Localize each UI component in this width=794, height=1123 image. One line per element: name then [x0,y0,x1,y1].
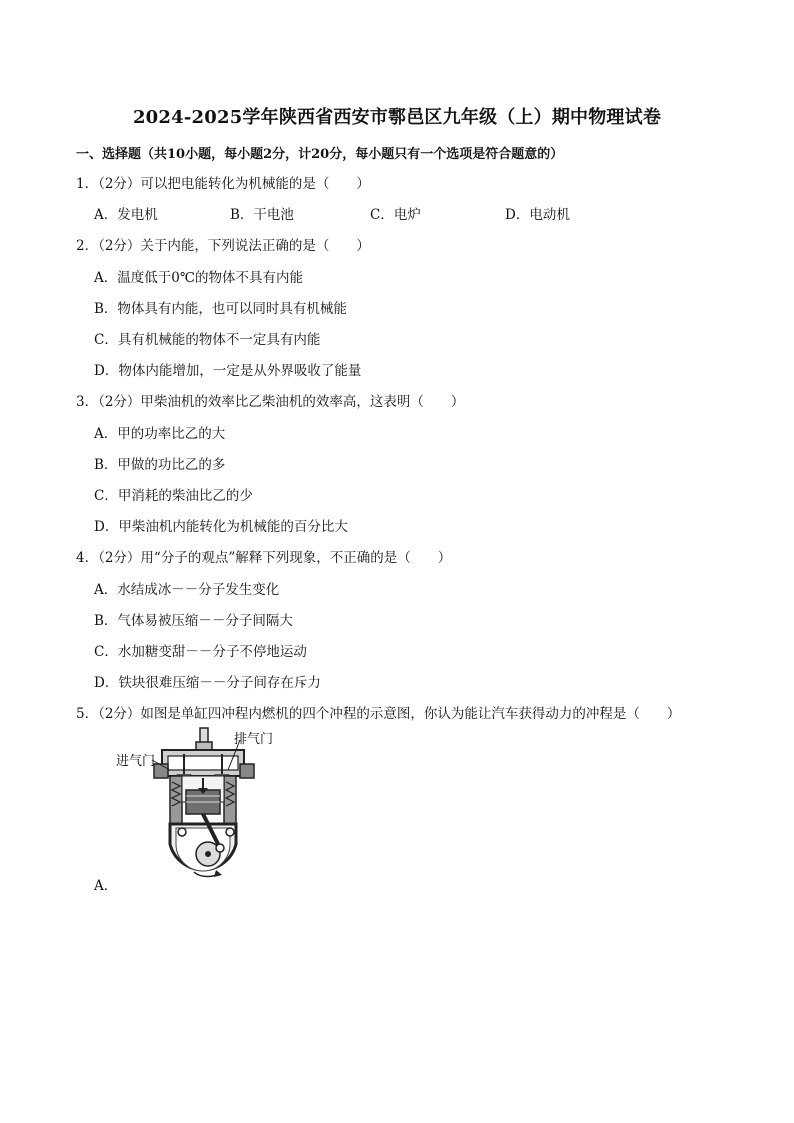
question-1-option-b: B．干电池 [230,207,294,223]
question-2-option-b: B．物体具有内能，也可以同时具有机械能 [94,301,347,317]
question-4-option-a: A．水结成冰－－分子发生变化 [94,582,280,598]
question-3-stem: 3．（2分）甲柴油机的效率比乙柴油机的效率高，这表明（ ） [76,394,465,410]
question-2-option-a: A．温度低于0℃的物体不具有内能 [94,270,303,286]
question-1-stem: 1．（2分）可以把电能转化为机械能的是（ ） [76,176,370,192]
question-2-stem: 2．（2分）关于内能，下列说法正确的是（ ） [76,238,370,254]
question-2-option-d: D．物体内能增加，一定是从外界吸收了能量 [94,363,362,379]
question-3-option-c: C．甲消耗的柴油比乙的少 [94,488,253,504]
question-2-option-c: C．具有机械能的物体不一定具有内能 [94,332,321,348]
intake-valve-label: 进气门 [116,754,156,769]
question-3-option-b: B．甲做的功比乙的多 [94,457,226,473]
question-3-option-d: D．甲柴油机内能转化为机械能的百分比大 [94,519,348,535]
page-title: 2024-2025学年陕西省西安市鄠邑区九年级（上）期中物理试卷 [132,107,662,128]
question-5-stem: 5．（2分）如图是单缸四冲程内燃机的四个冲程的示意图，你认为能让汽车获得动力的冲程是（ ） [76,706,681,722]
question-5-option-a: A． [94,878,118,894]
exhaust-valve-label: 排气门 [234,732,274,747]
question-4-option-d: D．铁块很难压缩－－分子间存在斥力 [94,675,321,691]
question-1-option-c: C．电炉 [370,207,421,223]
question-3-option-a: A．甲的功率比乙的大 [94,426,226,442]
question-1-option-a: A．发电机 [94,207,158,223]
question-1-option-d: D．电动机 [505,207,570,223]
section-heading: 一、选择题（共10小题，每小题2分，计20分，每小题只有一个选项是符合题意的） [76,147,564,162]
question-4-option-b: B．气体易被压缩－－分子间隔大 [94,613,293,629]
question-4-option-c: C．水加糖变甜－－分子不停地运动 [94,644,307,660]
engine-diagram [110,724,300,899]
question-4-stem: 4．（2分）用“分子的观点”解释下列现象，不正确的是（ ） [76,550,452,566]
